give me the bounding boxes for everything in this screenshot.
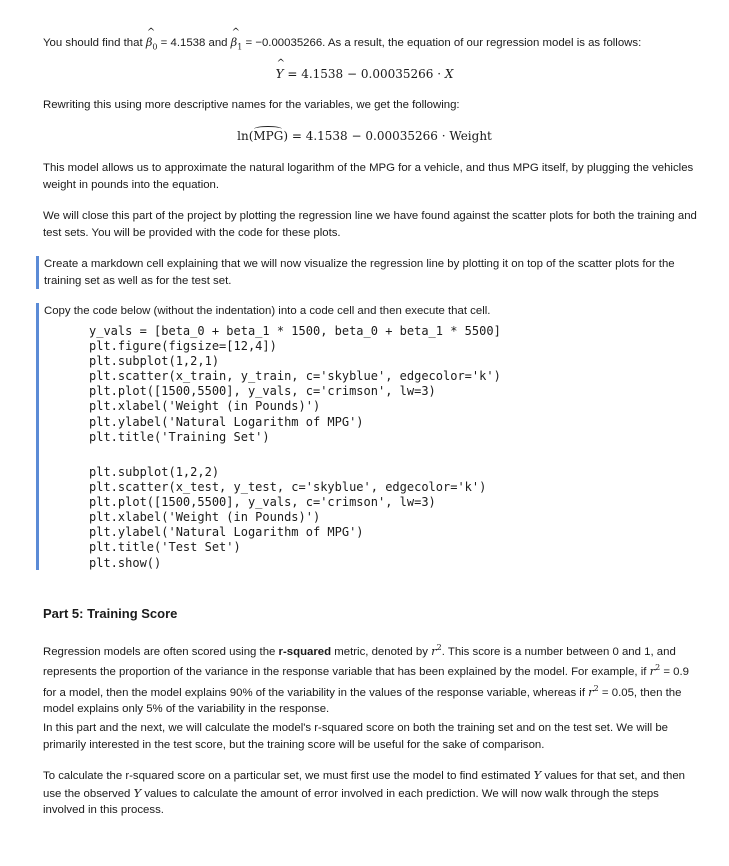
regression-equation bbox=[0, 67, 729, 81]
final-paragraph bbox=[43, 767, 698, 819]
equation-rhs: = 4.1538 − 0.00035266 · bbox=[283, 67, 445, 81]
intro-lead: You should find that bbox=[43, 37, 146, 49]
r-symbol: r bbox=[431, 643, 437, 658]
ln-function: ln( bbox=[237, 129, 254, 143]
rsq-text-3: . This score is a number between 0 and 1, and represents the proportion of the variance in the response variable that has been explained by the model. For example, if bbox=[43, 645, 676, 679]
ln-close-paren: ) bbox=[283, 129, 289, 143]
rsq-text-4: = 0.9 for a model, then the model explains 90% of the variability in the values of the response variable, whereas if bbox=[43, 666, 690, 699]
rsq-text-2: metric, denoted by bbox=[331, 645, 432, 658]
beta1-subscript: 1 bbox=[237, 42, 243, 52]
beta1-symbol: ^ β bbox=[231, 34, 238, 51]
code-block-training: y_vals = [beta_0 + beta_1 * 1500, beta_0 + beta_1 * 5500] plt.figure(figsize=[12,4]) plt.subplot(1,2,1) plt.scatter(x_train, y_train, c='skyblue', edgecolor='k') plt.plot([1500,5500], y_vals, c='crimson', lw=3) plt.xlabel('Weight (in Pounds)') plt.ylabel('Natural Logarithm of MPG') plt.title('Training Set') bbox=[89, 324, 501, 444]
mpg-hat: MPG bbox=[253, 129, 284, 143]
markdown-instruction-text: Create a markdown cell explaining that we will now visualize the regression line by plotting it on top of the scatter plots for the training set as well as for the test set. bbox=[44, 258, 675, 287]
r-superscript: 2 bbox=[593, 683, 599, 693]
rsquared-paragraph bbox=[43, 640, 698, 717]
close-paragraph: We will close this part of the project by plotting the regression line we have found against the scatter plots for both the training and test sets. You will be provided with the code for these plots. bbox=[43, 210, 697, 239]
rsq-text-1: Regression models are often scored using the bbox=[43, 645, 279, 658]
rsq-bold-term: r-squared bbox=[278, 645, 332, 658]
next-part-paragraph: In this part and the next, we will calculate the model's r-squared score on both the training set and on the test set. We will be primarily interested in the test score, but the training score will be useful for the sake of comparison. bbox=[43, 722, 668, 751]
code-instruction-text: Copy the code below (without the indentation) into a code cell and then execute that cell. bbox=[44, 305, 491, 317]
final-text-2: values for that set, and then use the observed bbox=[43, 770, 686, 800]
markdown-instruction-callout bbox=[36, 256, 704, 289]
model-paragraph: This model allows us to approximate the natural logarithm of the MPG for a vehicle, and thus MPG itself, by plugging the vehicles weight in pounds into the equation. bbox=[43, 162, 694, 191]
equation-variable: X bbox=[444, 67, 454, 81]
y-symbol: Y bbox=[533, 768, 542, 782]
beta0-subscript: 0 bbox=[152, 42, 158, 52]
r-symbol: r bbox=[588, 684, 594, 699]
beta0-value: = 4.1538 and bbox=[157, 37, 231, 49]
code-block-test: plt.subplot(1,2,2) plt.scatter(x_test, y_test, c='skyblue', edgecolor='k') plt.plot([1500,5500], y_vals, c='crimson', lw=3) plt.xlabel('Weight (in Pounds)') plt.ylabel('Natural Logarithm of MPG') plt.title('Test Set') plt.show() bbox=[89, 465, 487, 570]
rsq-text-5: = 0.05, then the model explains only 5% of the variability in the response. bbox=[43, 686, 682, 715]
r-superscript: 2 bbox=[655, 663, 661, 673]
beta1-value: = −0.00035266. As a result, the equation of our regression model is as follows: bbox=[242, 37, 642, 49]
r-symbol: r bbox=[649, 664, 656, 679]
descriptive-equation bbox=[0, 129, 729, 143]
final-text-1: To calculate the r-squared score on a particular set, we must first use the model to find estimated bbox=[43, 770, 534, 782]
final-text-3: values to calculate the amount of error involved in each prediction. We will now walk through the steps involved in this process. bbox=[43, 787, 659, 816]
intro-paragraph bbox=[43, 34, 698, 56]
descriptive-equation-rhs: = 4.1538 − 0.00035266 · Weight bbox=[288, 129, 492, 143]
y-hat-symbol: ^ Y bbox=[276, 67, 284, 81]
rewrite-paragraph: Rewriting this using more descriptive names for the variables, we get the following: bbox=[43, 99, 460, 111]
section-heading: Part 5: Training Score bbox=[43, 606, 178, 621]
r-superscript: 2 bbox=[436, 643, 442, 652]
beta0-symbol: ^ β bbox=[146, 34, 153, 51]
y-symbol: Y bbox=[133, 785, 142, 800]
